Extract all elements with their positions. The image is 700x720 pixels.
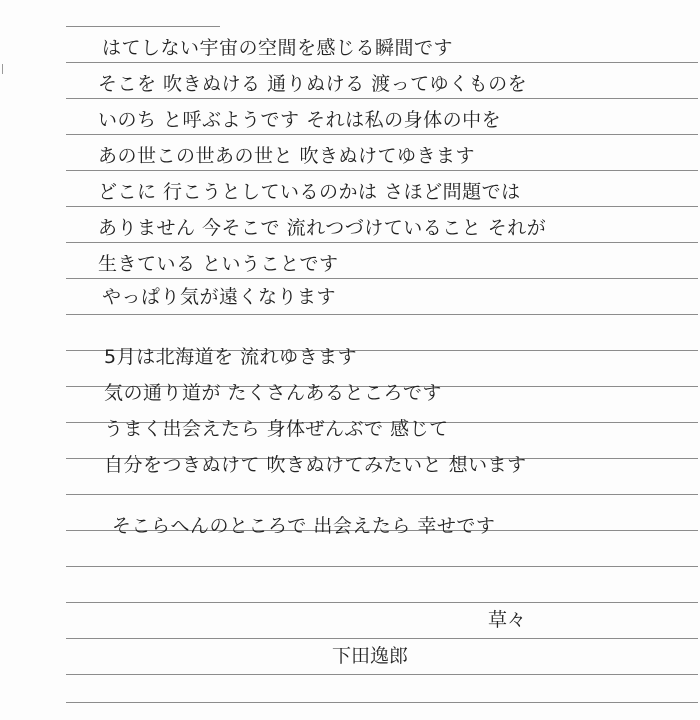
letter-line: 生きている ということです — [98, 253, 339, 275]
ruled-line — [66, 494, 698, 495]
ruled-line — [66, 26, 220, 27]
letter-line: あの世この世あの世と 吹きぬけてゆきます — [98, 145, 476, 167]
letter-line: 気の通り道が たくさんあるところです — [104, 382, 442, 404]
ruled-line — [66, 314, 698, 315]
ruled-line — [66, 170, 698, 171]
ruled-line — [66, 206, 698, 207]
letter-line: そこらへんのところで 出会えたら 幸せです — [112, 515, 496, 537]
ruled-line — [66, 602, 698, 603]
letter-line: はてしない宇宙の空間を感じる瞬間です — [102, 37, 454, 59]
signature: 下田逸郎 — [332, 645, 409, 667]
letter-line: どこに 行こうとしているのかは さほど問題では — [98, 181, 521, 203]
ruled-line — [66, 674, 698, 675]
paper-edge-mark — [2, 64, 9, 74]
letter-line: そこを 吹きぬける 通りぬける 渡ってゆくものを — [98, 73, 528, 95]
letter-line: やっぱり気が遠くなります — [102, 286, 337, 308]
ruled-line — [66, 702, 698, 703]
letter-line: ありません 今そこで 流れつづけていること それが — [98, 217, 547, 239]
letter-line: 5月は北海道を 流れゆきます — [104, 346, 358, 368]
letter-line: うまく出会えたら 身体ぜんぶで 感じて — [104, 418, 449, 440]
letter-line: 自分をつきぬけて 吹きぬけてみたいと 想います — [104, 454, 527, 476]
ruled-line — [66, 98, 698, 99]
ruled-line — [66, 278, 698, 279]
ruled-line — [66, 134, 698, 135]
letter-line: いのち と呼ぶようです それは私の身体の中を — [98, 109, 502, 131]
ruled-line — [66, 62, 698, 63]
closing-text: 草々 — [488, 609, 527, 631]
ruled-line — [66, 638, 698, 639]
ruled-line — [66, 242, 698, 243]
ruled-line — [66, 566, 698, 567]
